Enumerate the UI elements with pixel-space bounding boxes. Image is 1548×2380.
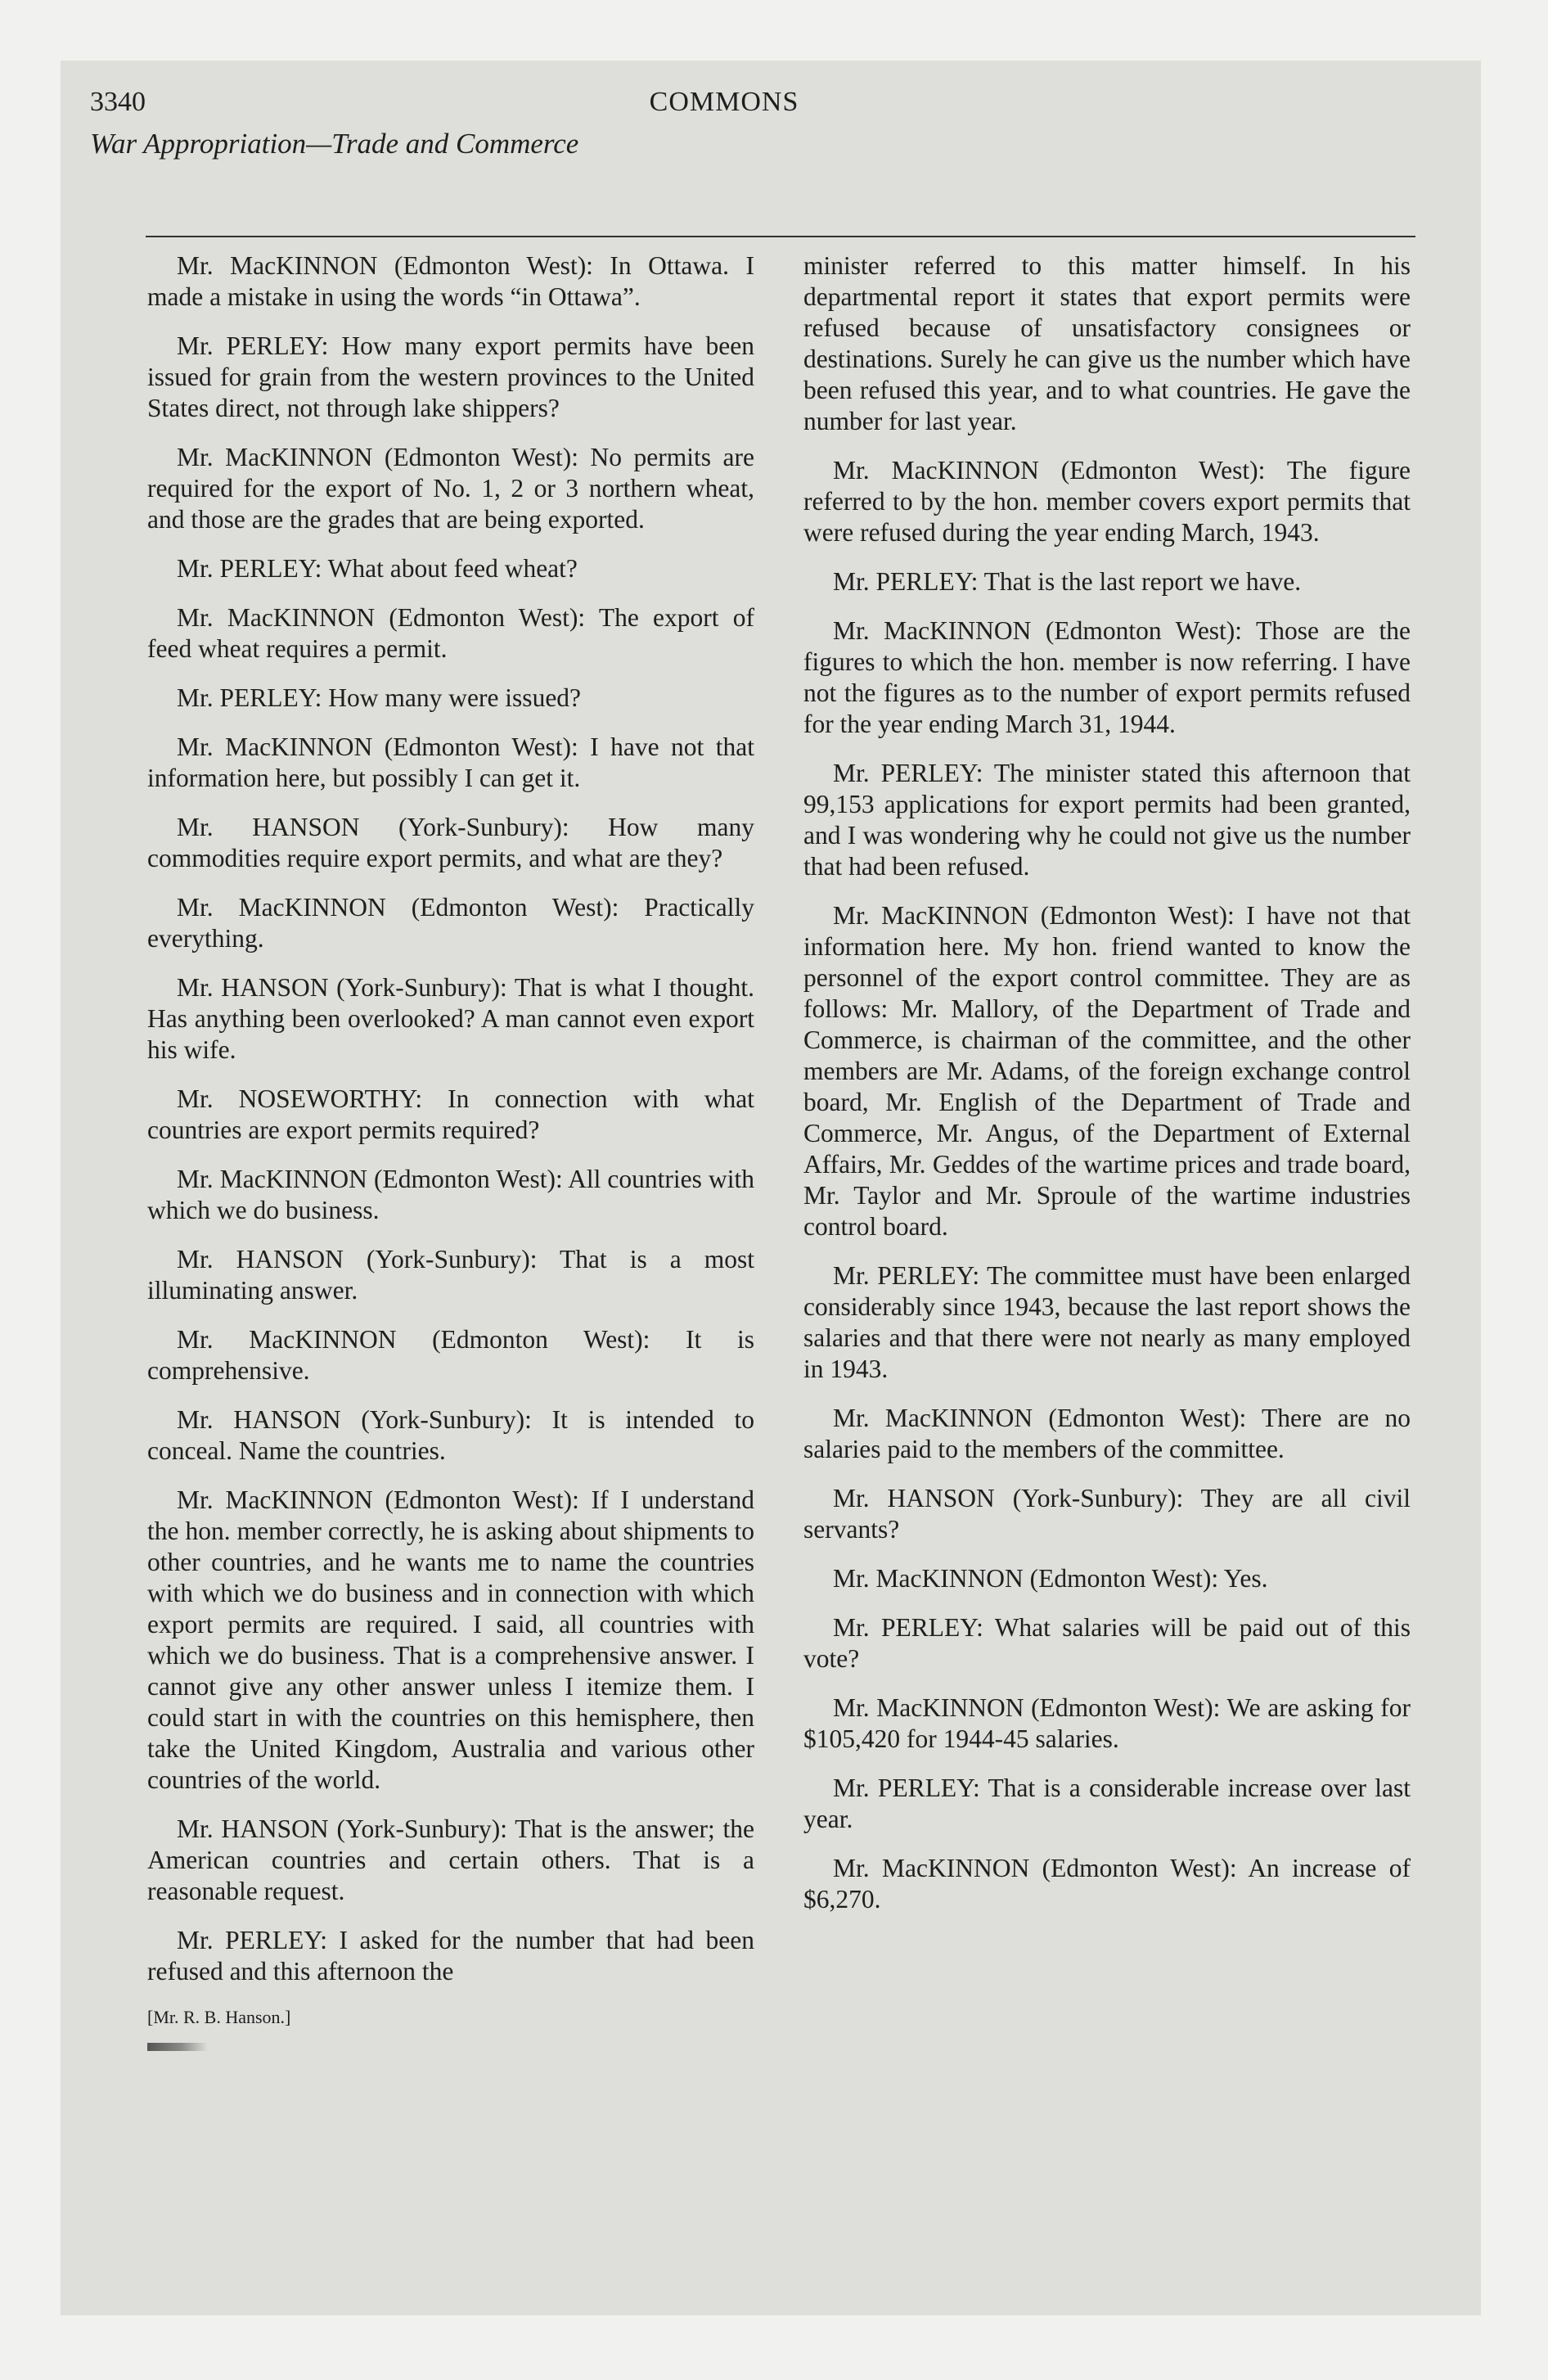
page-header — [90, 87, 1358, 201]
paragraph: Mr. HANSON (York-Sunbury): It is intended to conceal. Name the countries. — [147, 1405, 754, 1465]
paragraph: Mr. MacKINNON (Edmonton West): The export of feed wheat requires a permit. — [147, 603, 754, 663]
paragraph: Mr. HANSON (York-Sunbury): How many commodities require export permits, and what are they? — [147, 813, 754, 872]
paragraph: Mr. PERLEY: That is a considerable increase over last year. — [803, 1774, 1411, 1833]
paragraph: Mr. MacKINNON (Edmonton West): In Ottawa. I made a mistake in using the words “in Ottawa”. — [147, 251, 754, 311]
paragraph: Mr. HANSON (York-Sunbury): That is the answer; the American countries and certain others. That is a reasonable request. — [147, 1814, 754, 1905]
paragraph: Mr. MacKINNON (Edmonton West): All countries with which we do business. — [147, 1165, 754, 1224]
paragraph: Mr. NOSEWORTHY: In connection with what countries are export permits required? — [147, 1084, 754, 1144]
paragraph: Mr. MacKINNON (Edmonton West): Those are the figures to which the hon. member is now referring. I have not the figures as to the number of export permits refused for the year ending March 31, 1944. — [803, 616, 1411, 738]
paragraph: Mr. MacKINNON (Edmonton West): It is comprehensive. — [147, 1325, 754, 1385]
paragraph: Mr. MacKINNON (Edmonton West): If I understand the hon. member correctly, he is asking about shipments to other countries, and he wants me to name the countries with which we do business and in connection with which export permits are required. I said, all countries with which we do business. That is a comprehensive answer. I cannot give any other answer unless I itemize them. I could start in with the countries on this hemisphere, then take the United Kingdom, Australia and various other countries of the world. — [147, 1485, 754, 1794]
paragraph: Mr. MacKINNON (Edmonton West): No permits are required for the export of No. 1, 2 or 3 northern wheat, and those are the grades that are being exported. — [147, 443, 754, 534]
page-number: 3340 — [90, 87, 146, 117]
paragraph: Mr. PERLEY: The minister stated this afternoon that 99,153 applications for export permits had been granted, and I was wondering why he could not give us the number that had been refused. — [803, 759, 1411, 881]
paragraph: Mr. PERLEY: That is the last report we have. — [833, 567, 1302, 596]
ink-smudge — [147, 2043, 208, 2051]
paragraph: Mr. HANSON (York-Sunbury): That is a most illuminating answer. — [147, 1245, 754, 1305]
section-subtitle: War Appropriation—Trade and Commerce — [90, 128, 579, 160]
speaker-footnote: [Mr. R. B. Hanson.] — [147, 2007, 291, 2027]
paragraph: Mr. MacKINNON (Edmonton West): The figure referred to by the hon. member covers export permits that were refused during the year ending March, 1943. — [803, 456, 1411, 547]
paragraph: Mr. MacKINNON (Edmonton West): There are no salaries paid to the members of the committee. — [803, 1404, 1411, 1463]
paragraph: Mr. PERLEY: How many were issued? — [177, 683, 582, 712]
paragraph: Mr. PERLEY: What salaries will be paid out of this vote? — [803, 1613, 1411, 1673]
paragraph: Mr. MacKINNON (Edmonton West): I have not that information here, but possibly I can get it. — [147, 732, 754, 792]
paragraph: Mr. HANSON (York-Sunbury): They are all civil servants? — [803, 1484, 1411, 1544]
paragraph: Mr. MacKINNON (Edmonton West): An increase of $6,270. — [803, 1854, 1411, 1913]
paragraph: Mr. PERLEY: The committee must have been enlarged considerably since 1943, because the last report shows the salaries and that there were not nearly as many employed in 1943. — [803, 1261, 1411, 1383]
paragraph: Mr. MacKINNON (Edmonton West): I have not that information here. My hon. friend wanted to know the personnel of the export control committee. They are as follows: Mr. Mallory, of the Department of Trade and Commerce, is chairman of the committee, and the other members are Mr. Adams, of the foreign exchange control board, Mr. English of the Department of Trade and Commerce, Mr. Angus, of the Department of External Affairs, Mr. Geddes of the wartime prices and trade board, Mr. Taylor and Mr. Sproule of the wartime industries control board. — [803, 901, 1411, 1241]
paragraph: Mr. MacKINNON (Edmonton West): We are asking for $105,420 for 1944-45 salaries. — [803, 1693, 1411, 1753]
paragraph: Mr. MacKINNON (Edmonton West): Practically everything. — [147, 893, 754, 953]
paragraph: Mr. PERLEY: What about feed wheat? — [177, 554, 578, 583]
paragraph: Mr. PERLEY: I asked for the number that had been refused and this afternoon the — [147, 1926, 754, 1986]
paragraph: Mr. HANSON (York-Sunbury): That is what I thought. Has anything been overlooked? A man cannot even export his wife. — [147, 973, 754, 1064]
paragraph: Mr. PERLEY: How many export permits have been issued for grain from the western provinces to the United States direct, not through lake shippers? — [147, 331, 754, 422]
right-column — [803, 250, 1411, 1933]
paragraph: Mr. MacKINNON (Edmonton West): Yes. — [833, 1564, 1268, 1593]
paragraph: minister referred to this matter himself. In his departmental report it states that export permits were refused because of unsatisfactory consignees or destinations. Surely he can give us the number which have been refused this year, and to what countries. He gave the number for last year. — [803, 251, 1411, 435]
header-rule — [146, 236, 1415, 237]
running-title: COMMONS — [649, 87, 799, 117]
left-column — [147, 250, 754, 2051]
